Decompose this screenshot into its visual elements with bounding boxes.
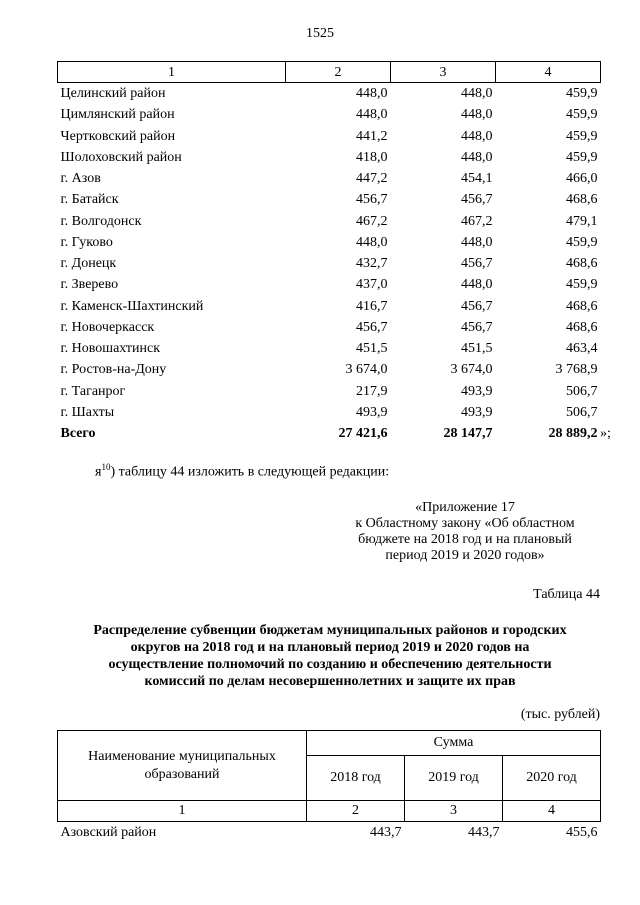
column-number: 4 (503, 801, 601, 822)
table-row (58, 317, 601, 338)
amount-cell: 443,7 (370, 825, 402, 840)
amount-cell: 217,9 (356, 383, 388, 399)
amount-cell: 3 768,9 (555, 362, 598, 378)
amount-cell: 448,0 (460, 86, 493, 102)
amount-cell: 456,7 (460, 256, 493, 272)
table-row (58, 168, 601, 189)
amount-cell: 448,0 (460, 234, 493, 250)
amount-cell: 459,9 (566, 277, 598, 293)
amount-cell: 448,0 (460, 128, 493, 144)
municipality-name: Чертковский район (60, 128, 176, 144)
total-row (58, 423, 601, 444)
amount-cell: 493,9 (356, 404, 388, 420)
amount-cell: 506,7 (566, 404, 598, 420)
column-number: 1 (58, 801, 307, 822)
amount-cell: 459,9 (566, 107, 598, 123)
amount-cell: 451,5 (460, 341, 493, 357)
column-number: 1 (58, 62, 286, 83)
amount-cell: 437,0 (356, 277, 388, 293)
appendix-line: период 2019 и 2020 годов» (385, 548, 545, 563)
year-column-header: 2020 год (503, 756, 601, 801)
amount-cell: 459,9 (566, 86, 598, 102)
amendment-superscript: 10 (101, 462, 111, 472)
amount-cell: 468,6 (566, 256, 598, 272)
name-column-header (58, 731, 307, 801)
table-row (58, 296, 601, 317)
amendment-instruction (95, 462, 389, 481)
amount-cell: 467,2 (356, 213, 388, 229)
table-title (60, 622, 600, 690)
amount-cell: 451,5 (356, 341, 388, 357)
amount-cell: 468,6 (566, 319, 598, 335)
amount-cell: 3 674,0 (345, 362, 388, 378)
title-line: Распределение субвенции бюджетам муниципальных районов и городских (93, 623, 567, 638)
table-row (58, 83, 601, 105)
amount-cell: 463,4 (566, 341, 598, 357)
municipality-name: г. Волгодонск (60, 213, 142, 229)
municipality-name: г. Шахты (60, 404, 115, 420)
page-number: 1525 (306, 26, 334, 41)
amount-cell: 459,9 (566, 128, 598, 144)
column-number: 4 (495, 62, 600, 83)
amount-cell: 28 889,2 (548, 426, 598, 442)
title-line: округов на 2018 год и на плановый период 2019 и 2020 годов на (130, 640, 530, 655)
amount-cell: 27 421,6 (338, 426, 388, 442)
column-number-row (58, 62, 601, 83)
municipality-name: г. Гуково (60, 234, 113, 250)
header-line: образований (144, 766, 220, 782)
amount-cell: 459,9 (566, 149, 598, 165)
municipality-name: Азовский район (60, 825, 157, 840)
units-label: (тыс. рублей) (520, 707, 600, 722)
municipality-name: г. Ростов-на-Дону (60, 362, 167, 378)
amount-cell: 448,0 (356, 234, 388, 250)
table-row (58, 232, 601, 253)
amount-cell: 454,1 (460, 171, 493, 187)
amount-cell: 28 147,7 (443, 426, 493, 442)
amount-cell: 448,0 (460, 149, 493, 165)
municipality-name: г. Таганрог (60, 383, 126, 399)
amount-cell: 456,7 (356, 192, 388, 208)
table-row (58, 338, 601, 359)
amount-cell: 467,2 (460, 213, 493, 229)
table-row (58, 381, 601, 402)
amount-cell: 448,0 (460, 277, 493, 293)
amount-cell: 459,9 (566, 234, 598, 250)
amount-cell: 456,7 (460, 298, 493, 314)
table-row (58, 402, 601, 423)
municipality-name: г. Батайск (60, 192, 119, 208)
column-number: 2 (286, 62, 391, 83)
municipality-name: Всего (60, 426, 96, 442)
amount-cell: 3 674,0 (450, 362, 493, 378)
table-row (58, 822, 601, 845)
municipality-name: Шолоховский район (60, 149, 182, 165)
amount-cell: 441,2 (356, 128, 388, 144)
municipality-name: Цимлянский район (60, 107, 175, 123)
column-number-row (58, 801, 601, 822)
appendix-reference (330, 500, 600, 564)
municipality-name: г. Азов (60, 171, 101, 187)
amount-cell: 493,9 (460, 383, 493, 399)
municipality-name: г. Зверево (60, 277, 119, 293)
table-label: Таблица 44 (533, 587, 600, 602)
title-line: осуществление полномочий по созданию и обеспечению деятельности (108, 657, 552, 672)
municipality-name: г. Новочеркасск (60, 319, 155, 335)
table-row (58, 211, 601, 232)
column-number: 2 (307, 801, 405, 822)
amount-cell: 448,0 (356, 86, 388, 102)
table-row (58, 104, 601, 125)
table-row (58, 189, 601, 210)
quote-close: »; (600, 426, 611, 441)
amount-cell: 432,7 (356, 256, 388, 272)
amount-cell: 466,0 (566, 171, 598, 187)
amount-cell: 468,6 (566, 298, 598, 314)
municipality-name: г. Донецк (60, 256, 117, 272)
amount-cell: 506,7 (566, 383, 598, 399)
appendix-line: бюджете на 2018 год и на плановый (358, 532, 572, 547)
sum-column-header: Сумма (307, 731, 601, 756)
year-column-header: 2018 год (307, 756, 405, 801)
municipality-name: г. Новошахтинск (60, 341, 161, 357)
amount-cell: 456,7 (460, 319, 493, 335)
table-row (58, 126, 601, 147)
appendix-line: «Приложение 17 (415, 500, 515, 515)
year-column-header: 2019 год (405, 756, 503, 801)
amount-cell: 468,6 (566, 192, 598, 208)
appendix-line: к Областному закону «Об областном (355, 516, 575, 531)
header-line: Наименование муниципальных (88, 748, 276, 764)
subvention-table-continued (57, 61, 601, 444)
amount-cell: 443,7 (468, 825, 500, 840)
amount-cell: 448,0 (460, 107, 493, 123)
amount-cell: 456,7 (460, 192, 493, 208)
column-number: 3 (405, 801, 503, 822)
title-line: комиссий по делам несовершеннолетних и защите их прав (144, 674, 516, 689)
amount-cell: 493,9 (460, 404, 493, 420)
amount-cell: 416,7 (356, 298, 388, 314)
table-row (58, 274, 601, 295)
amount-cell: 418,0 (356, 149, 388, 165)
amendment-letter: я (95, 464, 102, 480)
amount-cell: 455,6 (566, 825, 598, 840)
amount-cell: 447,2 (356, 171, 388, 187)
table-row (58, 359, 601, 380)
amendment-text: ) таблицу 44 изложить в следующей редакции: (110, 464, 390, 480)
amount-cell: 448,0 (356, 107, 388, 123)
amount-cell: 479,1 (566, 213, 598, 229)
table-row (58, 147, 601, 168)
municipality-name: г. Каменск-Шахтинский (60, 298, 204, 314)
municipality-name: Целинский район (60, 86, 166, 102)
column-number: 3 (391, 62, 496, 83)
table-row (58, 253, 601, 274)
amount-cell: 456,7 (356, 319, 388, 335)
subvention-table-44 (57, 730, 601, 844)
